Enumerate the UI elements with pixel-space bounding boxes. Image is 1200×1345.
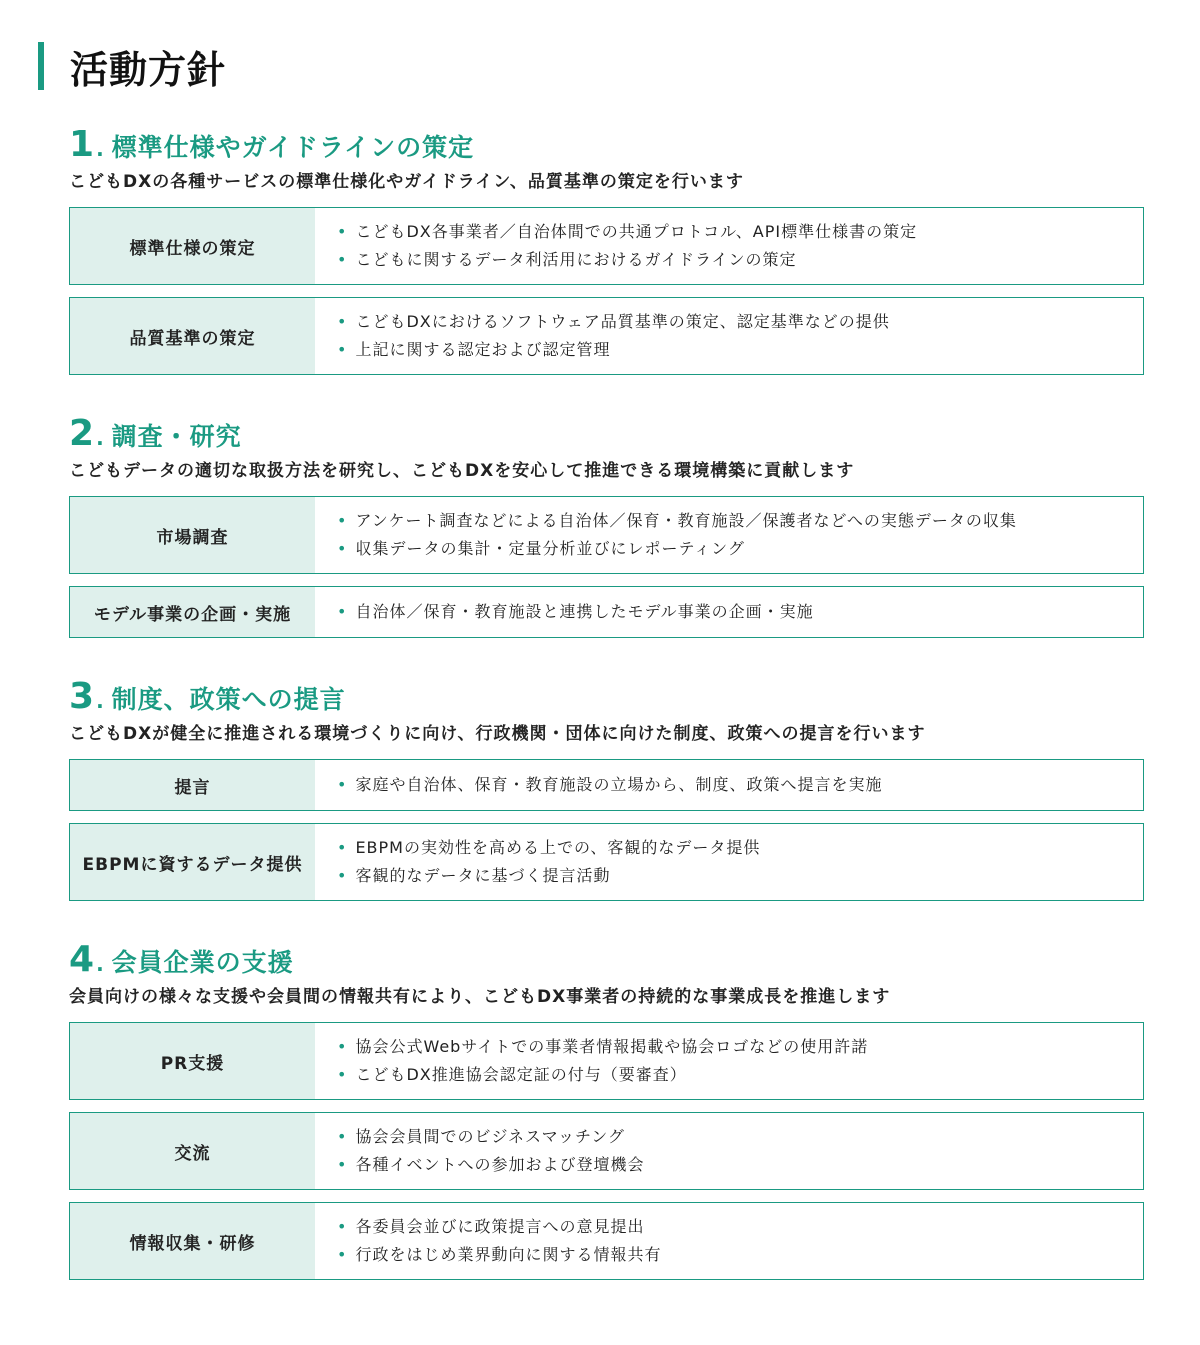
list-item: [337, 1061, 868, 1089]
list-item-text: 協会公式Webサイトでの事業者情報掲載や協会ロゴなどの使用許諾: [355, 1037, 869, 1056]
list-item-text: こどもに関するデータ利活用におけるガイドラインの策定: [355, 250, 797, 269]
policy-label: 市場調査: [70, 497, 315, 573]
list-item-text: 客観的なデータに基づく提言活動: [355, 866, 611, 885]
list-item: [337, 1151, 644, 1179]
section-number: 1: [69, 124, 95, 165]
policy-row: [69, 297, 1144, 375]
list-item: [337, 1033, 868, 1061]
section-1: [69, 124, 1144, 375]
policy-items: [315, 1113, 666, 1189]
policy-row: [69, 759, 1144, 811]
section-number-dot: .: [96, 137, 104, 161]
policy-items: [315, 760, 904, 810]
policy-row: [69, 823, 1144, 901]
section-number-dot: .: [96, 426, 104, 450]
policy-items: [315, 587, 836, 637]
list-item-text: 行政をはじめ業界動向に関する情報共有: [355, 1245, 662, 1264]
list-item: [337, 862, 760, 890]
section-heading: [69, 939, 1144, 981]
list-item: [337, 336, 890, 364]
bullet-icon: •: [337, 539, 348, 558]
policy-label: 情報収集・研修: [70, 1203, 315, 1279]
bullet-icon: •: [337, 511, 348, 530]
list-item: [337, 535, 1017, 563]
policy-items: [315, 208, 939, 284]
policy-label: 提言: [70, 760, 315, 810]
list-item-text: 自治体／保育・教育施設と連携したモデル事業の企画・実施: [355, 602, 814, 621]
bullet-icon: •: [337, 1065, 348, 1084]
section-number: 3: [69, 676, 95, 717]
bullet-icon: •: [337, 1155, 348, 1174]
bullet-icon: •: [337, 1127, 348, 1146]
section-number-dot: .: [96, 689, 104, 713]
bullet-icon: •: [337, 222, 348, 241]
policy-row: [69, 1202, 1144, 1280]
list-item: [337, 1213, 661, 1241]
section-description: こどもDXが健全に推進される環境づくりに向け、行政機関・団体に向けた制度、政策への提言を行います: [69, 724, 926, 744]
list-item-text: アンケート調査などによる自治体／保育・教育施設／保護者などへの実態データの収集: [355, 511, 1017, 530]
policy-label: 品質基準の策定: [70, 298, 315, 374]
bullet-icon: •: [337, 250, 348, 269]
policy-row: [69, 586, 1144, 638]
section-heading: [69, 676, 1144, 718]
policy-label: モデル事業の企画・実施: [70, 587, 315, 637]
bullet-icon: •: [337, 340, 348, 359]
section-title: 制度、政策への提言: [111, 685, 346, 714]
section-description: こどもDXの各種サービスの標準仕様化やガイドライン、品質基準の策定を行います: [69, 172, 744, 192]
list-item-text: こどもDX推進協会認定証の付与（要審査）: [355, 1065, 687, 1084]
section-title: 会員企業の支援: [111, 948, 294, 977]
policy-row: [69, 207, 1144, 285]
section-description: こどもデータの適切な取扱方法を研究し、こどもDXを安心して推進できる環境構築に貢献します: [69, 461, 855, 481]
bullet-icon: •: [337, 866, 348, 885]
list-item-text: 各種イベントへの参加および登壇機会: [355, 1155, 645, 1174]
list-item: [337, 246, 917, 274]
section-heading: [69, 124, 1144, 166]
list-item-text: 家庭や自治体、保育・教育施設の立場から、制度、政策へ提言を実施: [355, 775, 883, 794]
list-item: [337, 507, 1017, 535]
list-item: [337, 771, 882, 799]
section-number: 2: [69, 413, 95, 454]
list-item: [337, 598, 814, 626]
bullet-icon: •: [337, 602, 348, 621]
policy-label: 標準仕様の策定: [70, 208, 315, 284]
policy-row: [69, 1112, 1144, 1190]
policy-row: [69, 496, 1144, 574]
policy-items: [315, 1023, 890, 1099]
policy-row: [69, 1022, 1144, 1100]
policy-label: 交流: [70, 1113, 315, 1189]
section-4: [69, 939, 1144, 1280]
section-number: 4: [69, 939, 95, 980]
policy-label: EBPMに資するデータ提供: [70, 824, 315, 900]
policy-items: [315, 1203, 683, 1279]
section-2: [69, 413, 1144, 638]
section-3: [69, 676, 1144, 901]
list-item-text: 上記に関する認定および認定管理: [355, 340, 611, 359]
section-description: 会員向けの様々な支援や会員間の情報共有により、こどもDX事業者の持続的な事業成長を推進します: [69, 987, 891, 1007]
bullet-icon: •: [337, 1245, 348, 1264]
list-item-text: こどもDXにおけるソフトウェア品質基準の策定、認定基準などの提供: [355, 312, 890, 331]
title-accent-bar: [38, 42, 44, 90]
policy-items: [315, 824, 782, 900]
page-title: [38, 42, 226, 90]
section-heading: [69, 413, 1144, 455]
list-item-text: 協会会員間でのビジネスマッチング: [355, 1127, 625, 1146]
section-title: 調査・研究: [111, 422, 242, 451]
bullet-icon: •: [337, 312, 348, 331]
list-item-text: こどもDX各事業者／自治体間での共通プロトコル、API標準仕様書の策定: [355, 222, 918, 241]
bullet-icon: •: [337, 1217, 348, 1236]
list-item: [337, 834, 760, 862]
page-title-text: 活動方針: [70, 47, 227, 92]
bullet-icon: •: [337, 1037, 348, 1056]
section-number-dot: .: [96, 952, 104, 976]
bullet-icon: •: [337, 838, 348, 857]
list-item: [337, 1123, 644, 1151]
policy-items: [315, 497, 1039, 573]
list-item-text: 各委員会並びに政策提言への意見提出: [355, 1217, 645, 1236]
list-item: [337, 308, 890, 336]
list-item-text: EBPMの実効性を高める上での、客観的なデータ提供: [355, 838, 761, 857]
policy-items: [315, 298, 912, 374]
list-item-text: 収集データの集計・定量分析並びにレポーティング: [355, 539, 745, 558]
section-title: 標準仕様やガイドラインの策定: [111, 133, 475, 162]
list-item: [337, 1241, 661, 1269]
list-item: [337, 218, 917, 246]
sections: [69, 124, 1144, 1318]
bullet-icon: •: [337, 775, 348, 794]
policy-label: PR支援: [70, 1023, 315, 1099]
